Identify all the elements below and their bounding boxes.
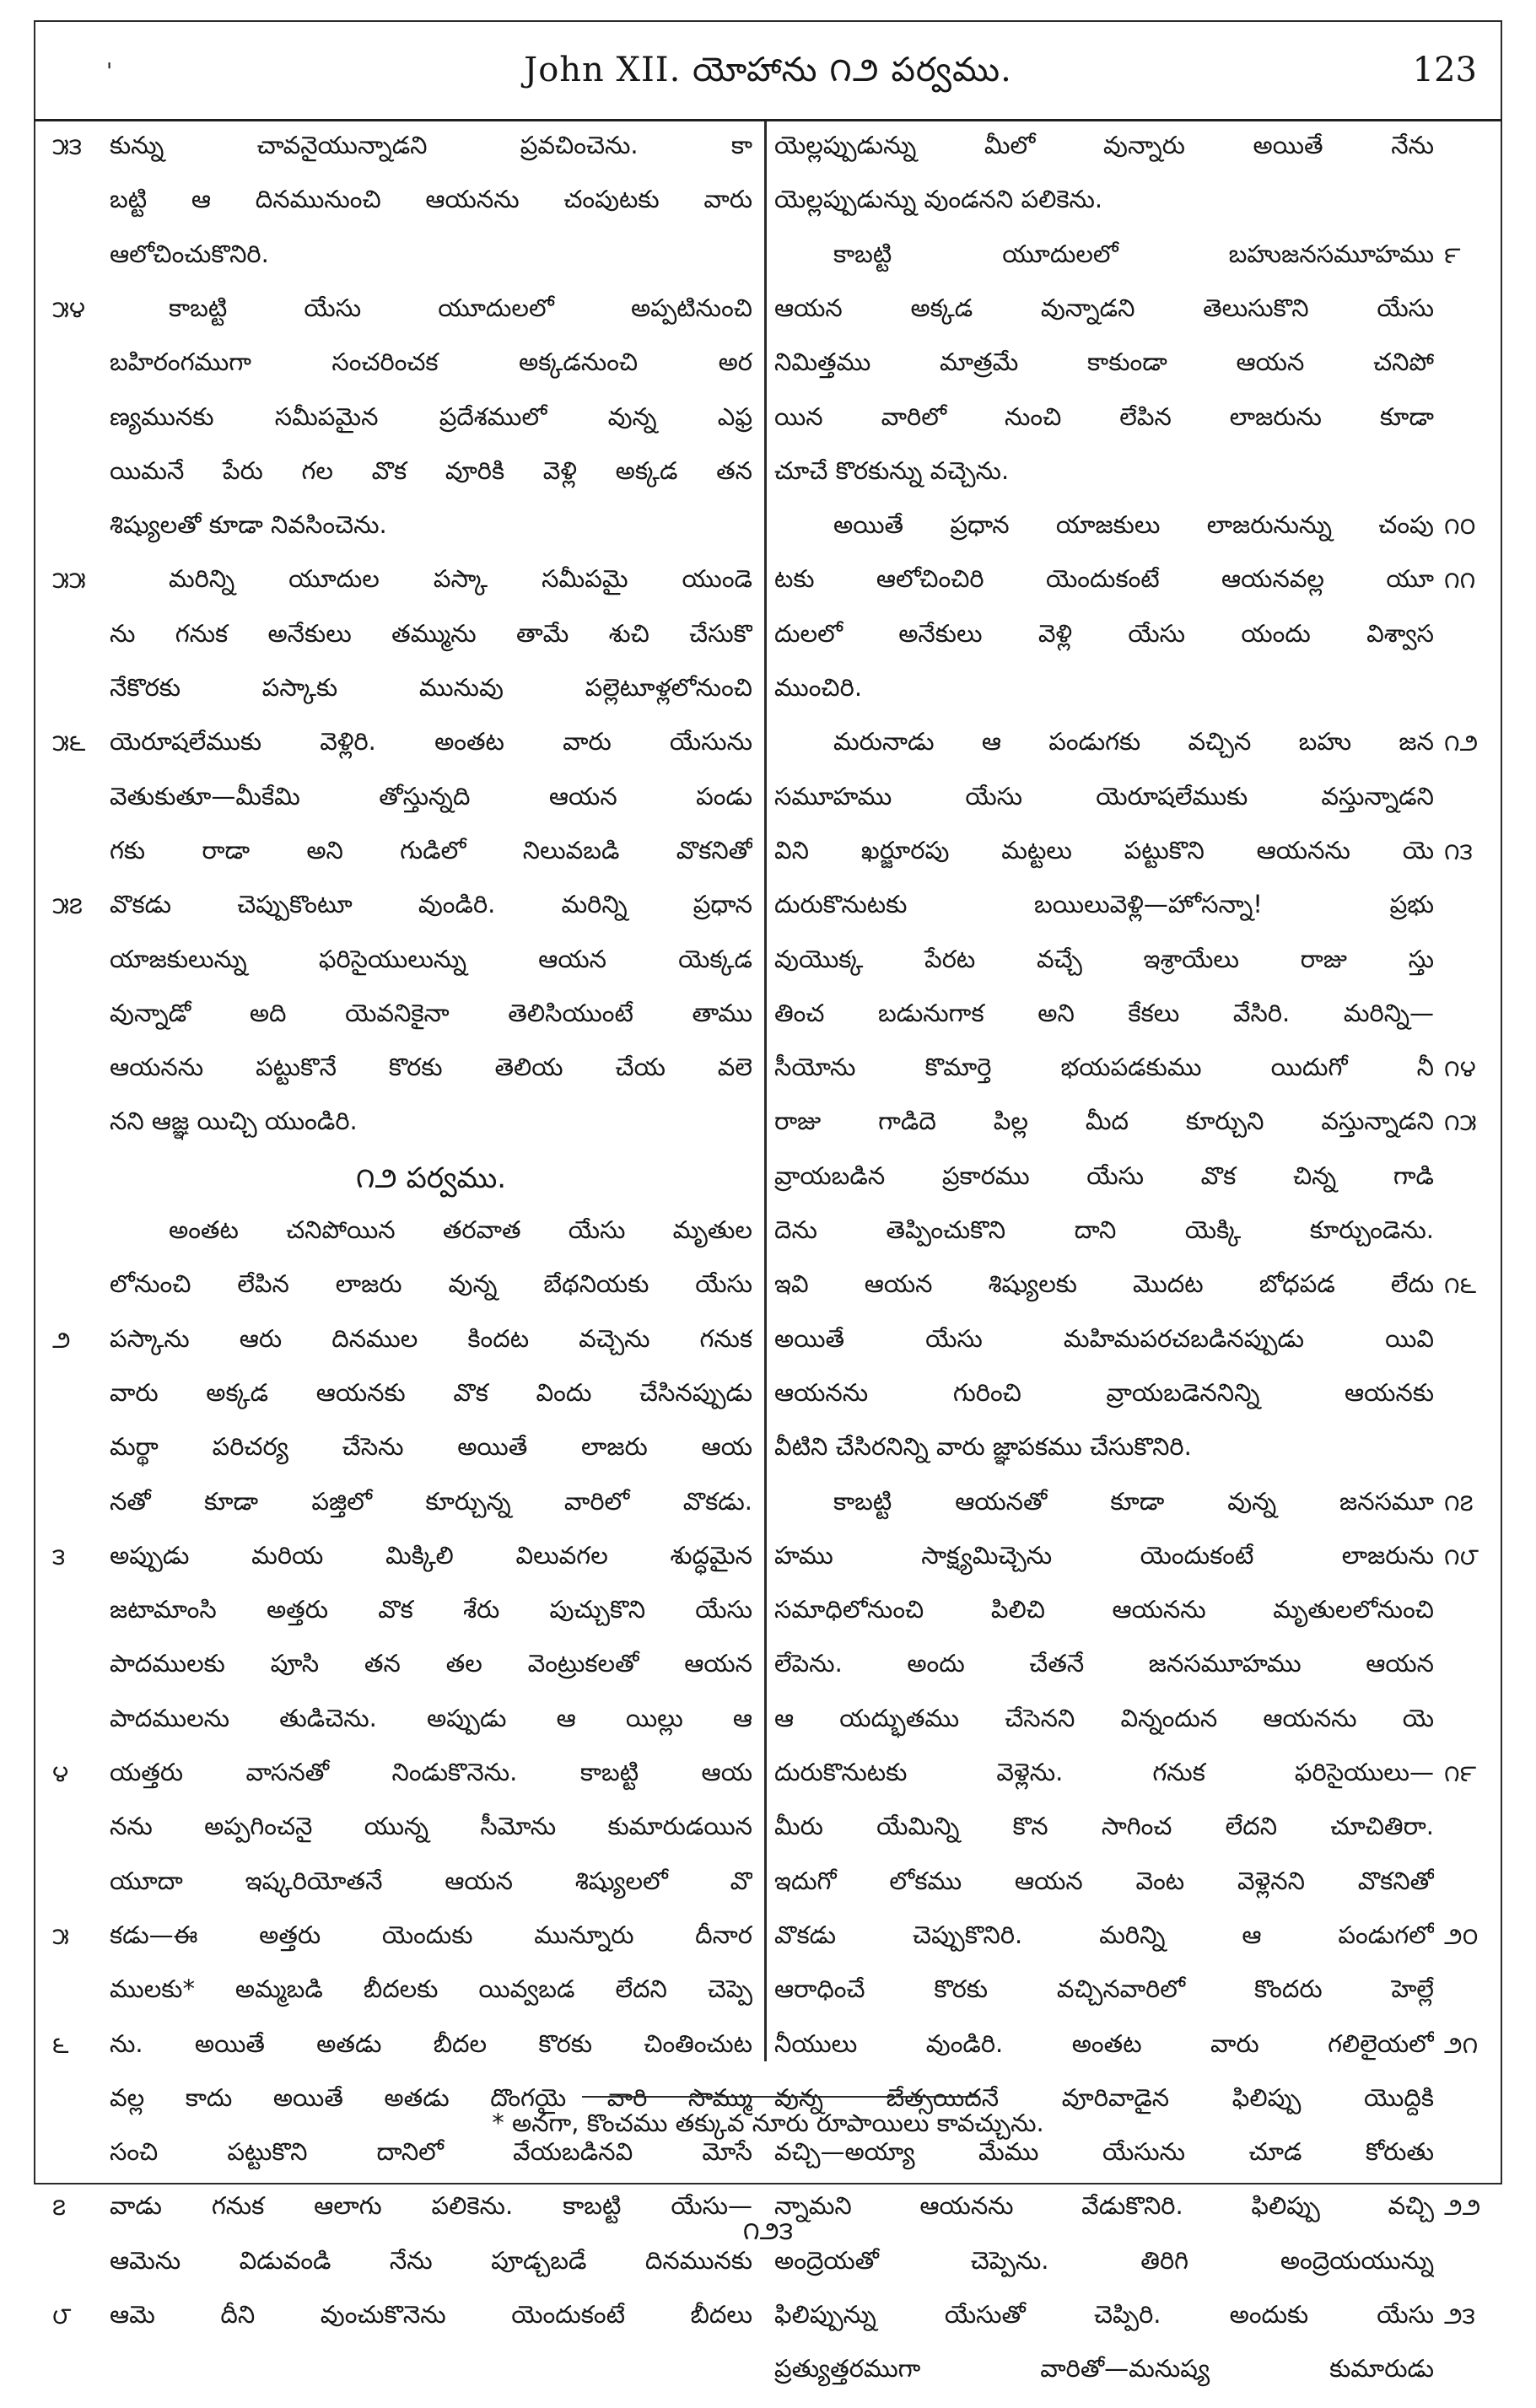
text-line: యెరూషలేముకు వెళ్లిరి. అంతట వారు యేసును <box>110 727 752 756</box>
text-line: నతో కూడా పజ్తిలో కూర్చున్న వారిలో వొకడు. <box>110 1487 752 1516</box>
text-line: ఆలోచించుకొనిరి. <box>110 240 269 268</box>
text-line: వీటిని చేసిరనిన్ని వారు జ్ఞాపకము చేసుకొనిరి. <box>774 1432 1192 1461</box>
text-line: వొకడు చెప్పుకొంటూ వుండిరి. మరిన్ని ప్రధాన <box>110 890 752 918</box>
text-line: సీయోను కొమార్తె భయపడకుము యిదుగో నీ <box>774 1053 1434 1081</box>
text-line: ఆయనను గురించి వ్రాయబడెననిన్ని ఆయనకు <box>774 1378 1434 1407</box>
text-line: హము సాక్ష్యమిచ్చెను యెందుకంటే లాజరును <box>774 1541 1434 1570</box>
verse-number: ౪ <box>52 1759 69 1787</box>
verse-number: ౧౩ <box>1444 838 1473 865</box>
text-line: దులలో అనేకులు వెళ్లి యేసు యందు విశ్వాస <box>774 619 1434 648</box>
text-line: ఇవి ఆయన శిష్యులకు మొదట బోధపడ లేదు <box>774 1269 1434 1298</box>
verse-number: ౩ <box>52 1543 66 1570</box>
text-line: ను. అయితే అతడు బీదల కొరకు చింతించుట <box>110 2029 752 2058</box>
text-line: విని ఖర్జూరపు మట్టలు పట్టుకొని ఆయనను యె <box>774 836 1434 865</box>
verse-number: ౮ <box>52 2302 72 2330</box>
text-line: యాజకులున్ను ఫరిసైయులున్ను ఆయన యెక్కడ <box>110 945 752 973</box>
text-line: నిమిత్తము మాత్రమే కాకుండా ఆయన చనిపో <box>774 347 1434 376</box>
text-line: అయితే యేసు మహిమపరచబడినప్పుడు యివి <box>774 1324 1434 1353</box>
verse-number: ౧౦ <box>1444 512 1476 540</box>
text-line: బట్టి ఆ దినమునుంచి ఆయనను చంపుటకు వారు <box>110 185 752 213</box>
text-line: యూదా ఇష్కరియోతనే ఆయన శిష్యులలో వొ <box>110 1867 752 1895</box>
text-line: వున్న బేత్సయిదనే వూరివాడైన ఫిలిప్పు యొద్దికి <box>774 2083 1434 2112</box>
text-line: సంచి పట్టుకొని దానిలో వేయబడినవి మోసే <box>110 2137 752 2166</box>
text-line: చూచే కొరకున్ను వచ్చెను. <box>774 456 1010 485</box>
verse-number: ౧౬ <box>1444 1271 1477 1299</box>
verse-number: ౧౯ <box>1444 1759 1477 1787</box>
page-header <box>34 20 1502 121</box>
text-line: అప్పుడు మరియ మిక్కిలి విలువగల శుద్ధమైన <box>110 1541 752 1570</box>
text-line: వుయొక్క పేరట వచ్చే ఇశ్రాయేలు రాజు స్తు <box>774 945 1434 973</box>
text-line: నీయులు వుండిరి. అంతట వారు గలిలైయలో <box>774 2029 1434 2058</box>
text-line: ఫిలిప్పున్ను యేసుతో చెప్పిరి. అందుకు యేసు <box>774 2300 1434 2329</box>
text-line: మర్థా పరిచర్య చేసెను అయితే లాజరు ఆయ <box>110 1432 752 1461</box>
verse-number: ౫౭ <box>52 892 83 919</box>
column-divider <box>764 121 767 2061</box>
text-line: ను గనుక అనేకులు తమ్మును తామే శుచి చేసుకొ <box>110 619 752 648</box>
text-line: కాబట్టి యూదులలో బహుజనసమూహము <box>833 240 1434 268</box>
text-line: ఇదుగో లోకము ఆయన వెంట వెళ్లెనని వొకనితో <box>774 1867 1434 1895</box>
header-mark: ' <box>106 59 113 84</box>
text-line: యెల్లప్పుడున్ను వుండనని పలికెను. <box>774 185 1103 213</box>
text-line: అంతట చనిపోయిన తరవాత యేసు మృతుల <box>169 1215 752 1244</box>
text-line: న్నామని ఆయనను వేడుకొనిరి. ఫిలిప్పు వచ్చి <box>774 2191 1434 2220</box>
text-line: ణ్యమునకు సమీపమైన ప్రదేశములో వున్న ఎఫ్ర <box>110 402 752 431</box>
text-line: గకు రాడా అని గుడిలో నిలువబడి వొకనితో <box>110 836 752 865</box>
text-line: జటామాంసి అత్తరు వొక శేరు పుచ్చుకొని యేసు <box>110 1595 752 1624</box>
verse-number: ౭ <box>52 2193 67 2221</box>
text-line: లోనుంచి లేపిన లాజరు వున్న బేథనియకు యేసు <box>110 1269 752 1298</box>
text-line: నను అప్పగించనై యున్న సీమోను కుమారుడయిన <box>110 1812 752 1840</box>
text-line: దెను తెప్పించుకొని దాని యెక్కి కూర్చుండెను. <box>774 1215 1434 1244</box>
verse-number: ౬ <box>52 2031 69 2059</box>
verse-number: ౫౩ <box>52 132 83 160</box>
signature-mark: ౧౨౩ <box>742 2217 794 2246</box>
verse-number: ౨౧ <box>1444 2031 1479 2059</box>
verse-number: ౧౭ <box>1444 1489 1474 1516</box>
text-line: కడు—ఈ అత్తరు యెందుకు మున్నూరు దీనార <box>110 1920 752 1949</box>
text-line: ఆయనను పట్టుకొనే కొరకు తెలియ చేయ వలె <box>110 1053 752 1081</box>
text-line: ఆ యద్భుతము చేసెనని విన్నందున ఆయనను యె <box>774 1704 1434 1732</box>
text-line: వున్నాడో అది యెవనికైనా తెలిసియుంటే తాము <box>110 999 752 1027</box>
text-line: యిమనే పేరు గల వొక వూరికి వెళ్లి అక్కడ తన <box>110 456 752 485</box>
verse-number: ౧౮ <box>1444 1543 1479 1570</box>
text-line: వొకడు చెప్పుకొనిరి. మరిన్ని ఆ పండుగలో <box>774 1920 1434 1949</box>
text-line: టకు ఆలోచించిరి యెందుకంటే ఆయనవల్ల యూ <box>774 564 1434 593</box>
verse-number: ౧౨ <box>1444 729 1479 757</box>
verse-number: ౯ <box>1444 241 1461 269</box>
text-line: ఆయన అక్కడ వున్నాడని తెలుసుకొని యేసు <box>774 294 1434 322</box>
text-line: నేకొరకు పస్కాకు మునువు పల్లెటూళ్లలోనుంచి <box>110 673 752 702</box>
text-line: సమాధిలోనుంచి పిలిచి ఆయనను మృతులలోనుంచి <box>774 1595 1434 1624</box>
verse-number: ౨౩ <box>1444 2302 1475 2330</box>
text-line: సమూహము యేసు యెరూషలేముకు వస్తున్నాడని <box>774 782 1434 811</box>
verse-number: ౧౪ <box>1444 1054 1476 1082</box>
text-line: వచ్చి—అయ్యా మేము యేసును చూడ కోరుతు <box>774 2137 1434 2166</box>
text-line: కున్ను చావనైయున్నాడని ప్రవచించెను. కా <box>110 131 752 159</box>
text-line: వల్ల కాదు అయితే అతడు దొంగయై వారి సొమ్ము <box>110 2083 752 2112</box>
text-line: వ్రాయబడిన ప్రకారము యేసు వొక చిన్న గాడి <box>774 1161 1434 1190</box>
text-line: నని ఆజ్ఞ యిచ్చి యుండిరి. <box>110 1107 358 1135</box>
footnote: * అనగా, కొంచము తక్కువ నూరు రూపాయిలు కావచ్చును. <box>492 2109 1044 2137</box>
text-line: కాబట్టి యేసు యూదులలో అప్పటినుంచి <box>169 294 752 322</box>
verse-number: ౧౧ <box>1444 566 1476 594</box>
verse-number: ౧౫ <box>1444 1108 1477 1136</box>
text-line: యిన వారిలో నుంచి లేపిన లాజరును కూడా <box>774 402 1434 431</box>
text-line: మరిన్ని యూదుల పస్కా సమీపమై యుండె <box>169 564 752 593</box>
page-number: 123 <box>1412 51 1477 89</box>
text-line: తించ బడునుగాక అని కేకలు వేసిరి. మరిన్ని— <box>774 999 1434 1027</box>
text-line: వాడు గనుక ఆలాగు పలికెను. కాబట్టి యేసు— <box>110 2191 752 2220</box>
verse-number: ౫౫ <box>52 566 86 594</box>
text-line: పాదములను తుడిచెను. అప్పుడు ఆ యిల్లు ఆ <box>110 1704 752 1732</box>
text-line: ఆరాధించే కొరకు వచ్చినవారిలో కొందరు హెల్లే <box>774 1974 1434 2003</box>
text-line: వెతుకుతూ—మీకేమి తోస్తున్నది ఆయన పండు <box>110 782 752 811</box>
text-line: రాజు గాడిదె పిల్ల మీద కూర్చుని వస్తున్నాడని <box>774 1107 1434 1135</box>
verse-number: ౨ <box>52 1326 71 1354</box>
verse-number: ౨౦ <box>1444 1922 1479 1950</box>
text-line: బహిరంగముగా సంచరించక అక్కడనుంచి అర <box>110 347 752 376</box>
running-title: John XII. యోహాను ౧౨ పర్వము. <box>524 51 1012 89</box>
verse-number: ౨౨ <box>1444 2193 1481 2221</box>
text-line: అయితే ప్రధాన యాజకులు లాజరునున్ను చంపు <box>833 510 1434 539</box>
text-line: యత్తరు వాసనతో నిండుకొనెను. కాబట్టి ఆయ <box>110 1758 752 1786</box>
verse-number: ౫౪ <box>52 295 86 323</box>
text-line: వారు అక్కడ ఆయనకు వొక విందు చేసినప్పుడు <box>110 1378 752 1407</box>
verse-number: ౫ <box>52 1922 69 1950</box>
text-line: పాదములకు పూసి తన తల వెంట్రుకలతో ఆయన <box>110 1649 752 1678</box>
footnote-rule <box>582 2096 978 2098</box>
text-line: అంద్రెయతో చెప్పెను. తిరిగి అంద్రెయయున్ను <box>774 2246 1434 2275</box>
text-line: మీరు యేమిన్ని కొన సాగించ లేదని చూచితిరా. <box>774 1812 1434 1840</box>
text-line: దురుకొనుటకు బయిలువెళ్లి—హోసన్నా! ప్రభు <box>774 890 1434 918</box>
text-line: శిష్యులతో కూడా నివసించెను. <box>110 510 387 539</box>
text-line: దురుకొనుటకు వెళ్లెను. గనుక ఫరిసైయులు— <box>774 1758 1434 1786</box>
text-line: ఆమెను విడువండి నేను పూడ్చబడే దినమునకు <box>110 2246 752 2275</box>
text-line: ముంచిరి. <box>774 673 863 702</box>
text-line: పస్కాను ఆరు దినముల కిందట వచ్చెను గనుక <box>110 1324 752 1353</box>
text-line: లేపెను. అందు చేతనే జనసమూహము ఆయన <box>774 1649 1434 1678</box>
text-line: ఆమె దీని వుంచుకొనెను యెందుకంటే బీదలు <box>110 2300 752 2329</box>
text-line: ములకు* అమ్మబడి బీదలకు యివ్వబడ లేదని చెప్పె <box>110 1974 752 2003</box>
text-line: మరునాడు ఆ పండుగకు వచ్చిన బహు జన <box>833 727 1434 756</box>
chapter-heading: ౧౨ పర్వము. <box>355 1161 507 1195</box>
text-line: కాబట్టి ఆయనతో కూడా వున్న జనసమూ <box>833 1487 1434 1516</box>
text-line: ప్రత్యుత్తరముగా వారితో—మనుష్య కుమారుడు <box>774 2354 1434 2383</box>
text-line: యెల్లప్పుడున్ను మీలో వున్నారు అయితే నేను <box>774 131 1434 159</box>
verse-number: ౫౬ <box>52 729 86 757</box>
